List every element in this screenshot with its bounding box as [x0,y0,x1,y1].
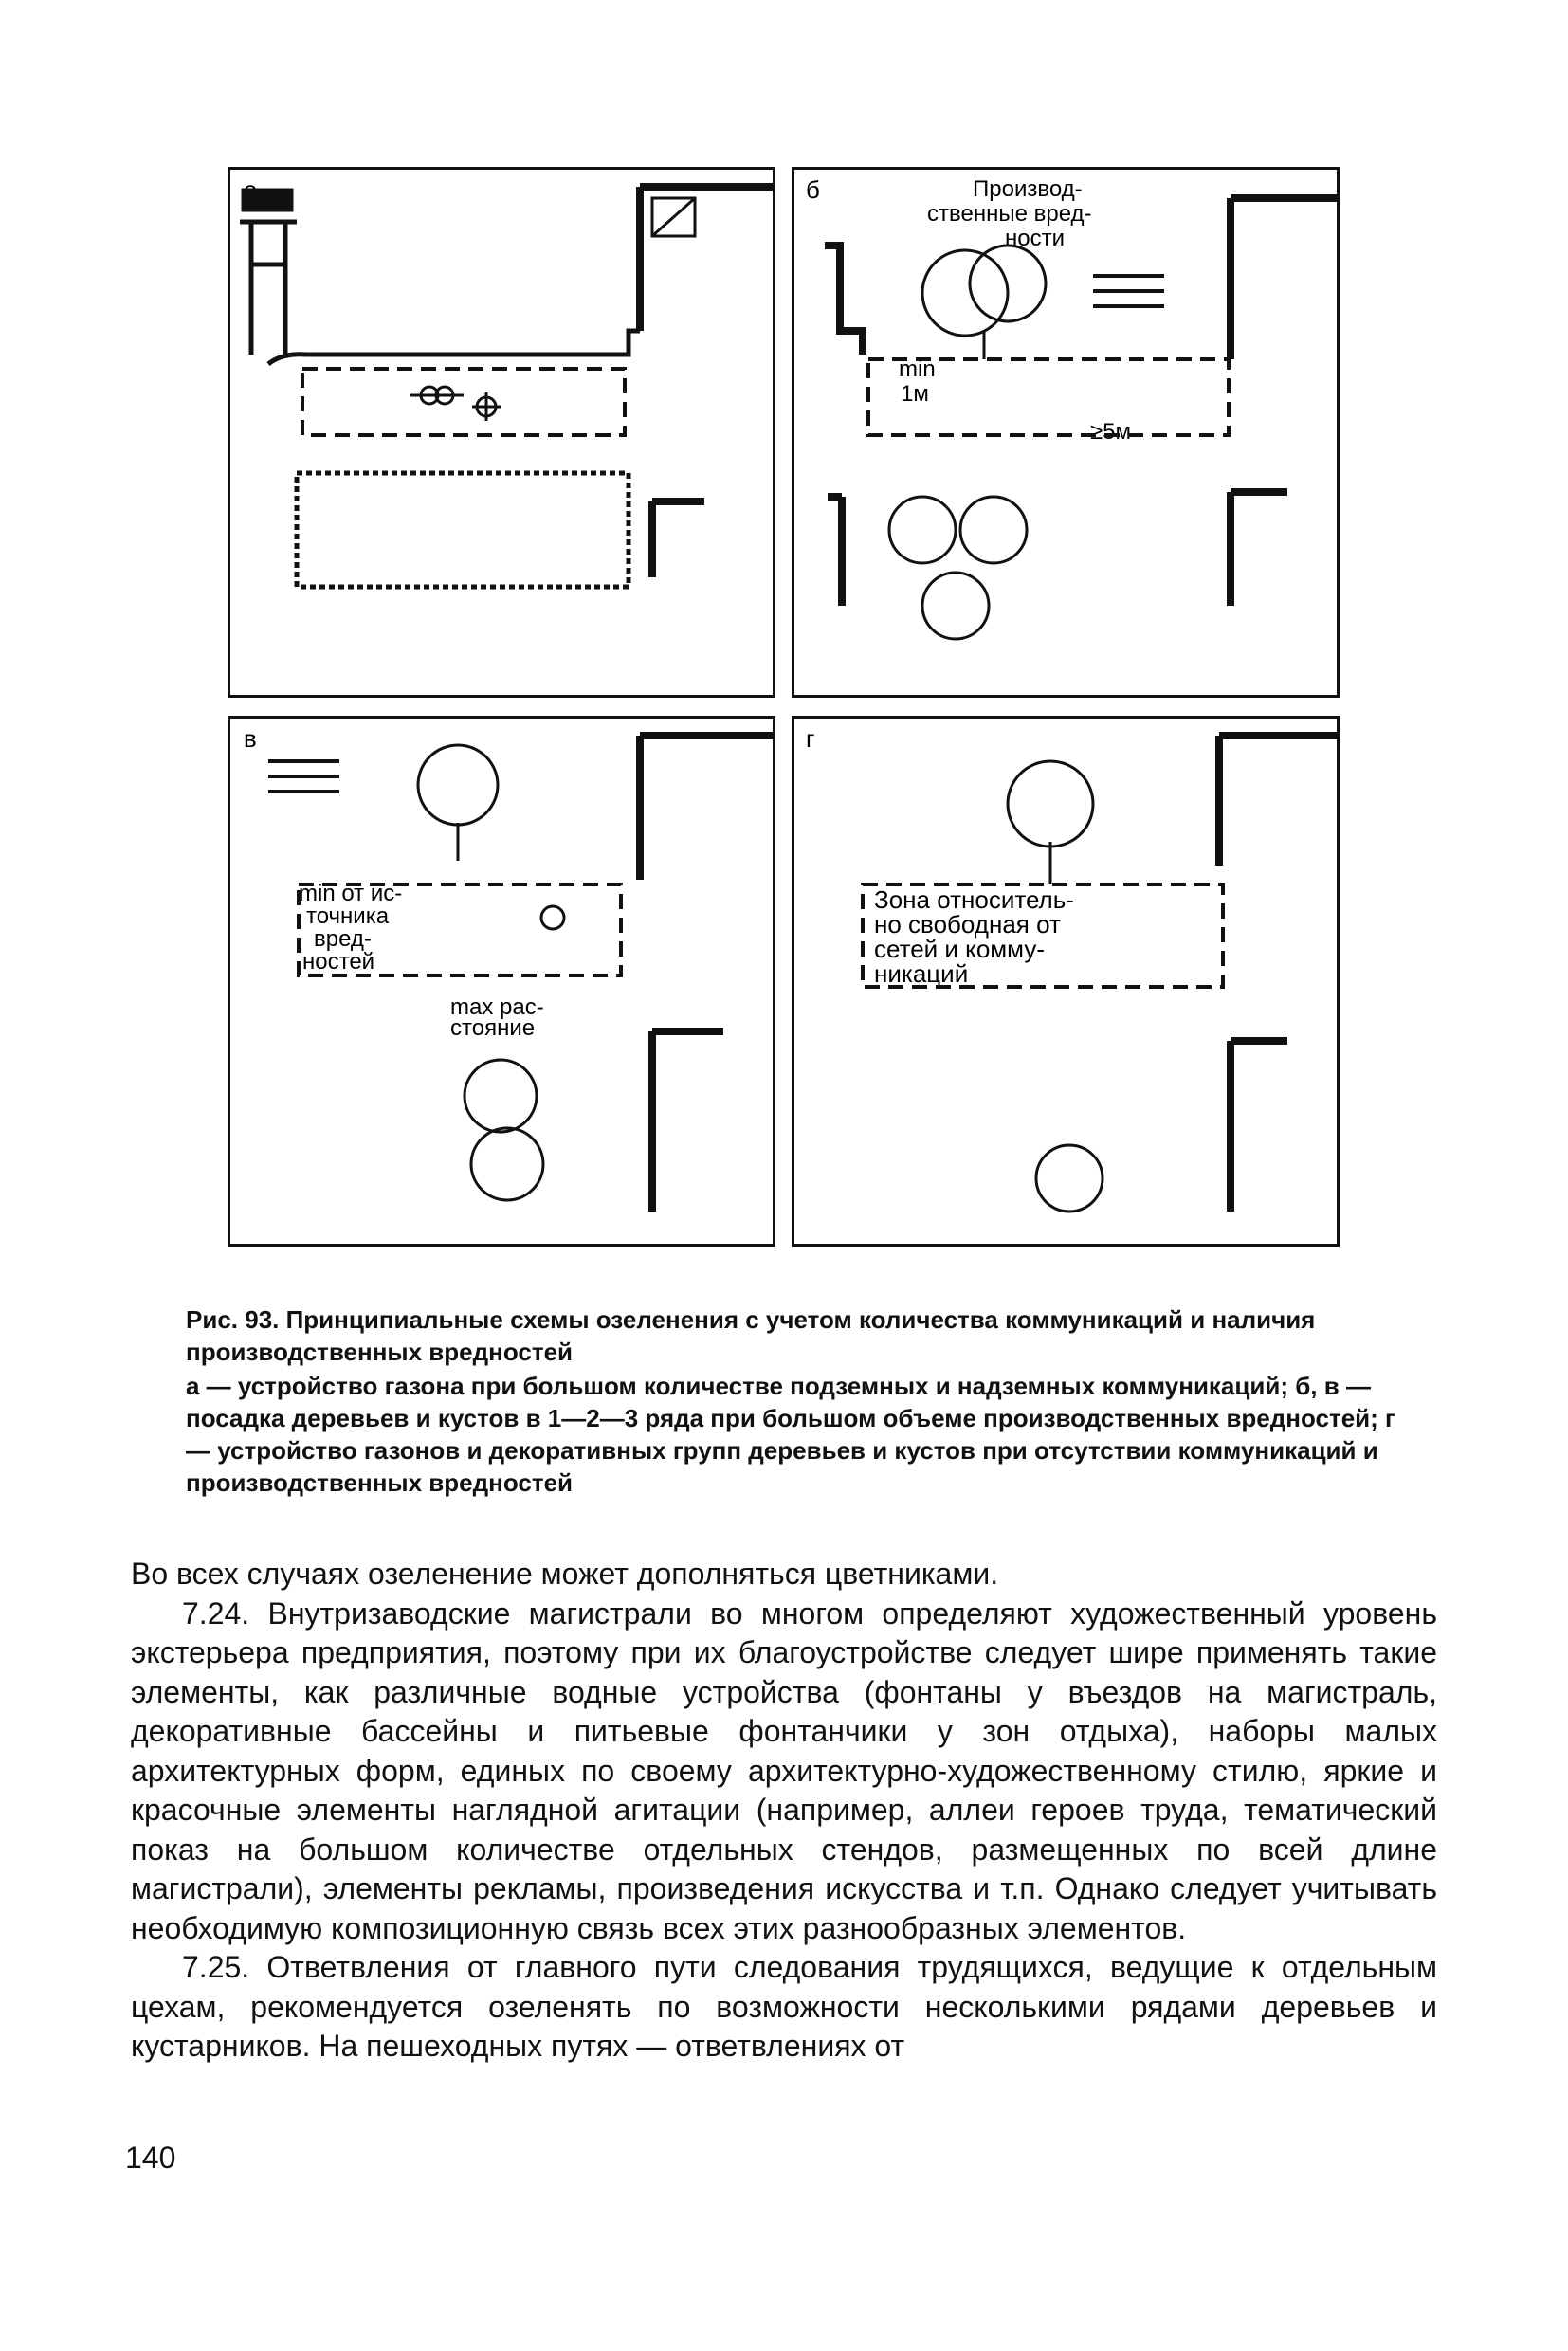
max-distance-label-1: max рас- [450,994,544,1020]
free-zone-label-1: Зона относитель- [874,885,1074,914]
caption-title: Рис. 93. Принципиальные схемы озеленения с учетом количества коммуникаций и наличия производственных вредностей [186,1305,1316,1366]
five-meter-label: ≥5м [1090,419,1132,445]
building-corner-icon [1219,736,1337,866]
min-source-label-1: min от ис- [299,881,403,906]
harm-label-1: Производ- [973,176,1083,202]
free-zone-label-4: никаций [874,959,969,988]
harm-label-2: ственные вред- [927,201,1092,227]
figure-panel-g [792,716,1340,1247]
building-corner-icon [640,187,773,331]
max-distance-label-2: стояние [450,1015,536,1041]
panel-a-drawing [230,170,773,695]
utility-pole-icon [240,191,297,355]
min-source-label-4: ностей [302,949,375,975]
panel-v-drawing [230,719,773,1244]
panel-g-drawing [794,719,1337,1244]
building-corner-icon [640,736,773,880]
tree-icon [922,246,1046,359]
building-corner-icon [1231,198,1337,359]
one-meter-label: 1м [901,381,929,407]
page-number: 140 [125,2141,176,2175]
min-label: min [899,356,936,382]
tree-icon [418,745,498,861]
harm-label-3: ности [1005,226,1065,251]
figure-panel-b [792,167,1340,698]
arrows-icon [268,761,339,792]
figure-panel-a [228,167,775,698]
arrows-icon [1093,276,1164,306]
min-source-label-2: точника [306,903,390,929]
panel-b-drawing [794,170,1337,695]
figure-caption [186,1303,1409,1499]
paragraph-1: Во всех случаях озеленение может дополняться цветниками. [131,1557,999,1591]
tree-icon [1008,761,1093,884]
panel-v-letter: в [244,724,257,753]
min-source-label-3: вред- [314,926,372,952]
paragraph-7-24: 7.24. Внутризаводские магистрали во многом определяют художественный уровень экстерьера предприятия, поэтому при их благоустройстве следует шире применять такие элементы, как различные водные устройства (фонтаны у въездов на магистраль, декоративные бассейны и питьевые фонтанчики у зон отдыха), наборы малых архитектурных форм, единых по своему архитектурно-художественному стилю, яркие и красочные элементы наглядной агитации (например, аллеи героев труда, тематический показ на большом количестве отдельных стендов, размещенных по всей длине магистрали), элементы рекламы, произведения искусства и т.п. Однако следует учитывать необходимую композиционную связь всех этих разнообразных элементов. [131,1595,1437,1945]
paragraph-7-25: 7.25. Ответвления от главного пути следования трудящихся, ведущие к отдельным цехам, рекомендуется озеленять по возможности несколькими рядами деревьев и кустарников. На пешеходных путях — ответвлениях от [131,1950,1437,2063]
free-zone-label-3: сетей и комму- [874,935,1045,963]
body-text [131,1555,1437,2067]
panel-b-letter: б [806,175,820,204]
free-zone-label-2: но свободная от [874,910,1061,939]
panel-g-letter: г [806,724,815,753]
figure-panel-v [228,716,775,1247]
caption-legend: а — устройство газона при большом количестве подземных и надземных коммуникаций; б, в — посадка деревьев и кустов в 1—2—3 ряда при большом объеме производственных вредностей; г — устройство газонов и декоративных групп деревьев и кустов при отсутствии коммуникаций и производственных вредностей [186,1372,1395,1497]
